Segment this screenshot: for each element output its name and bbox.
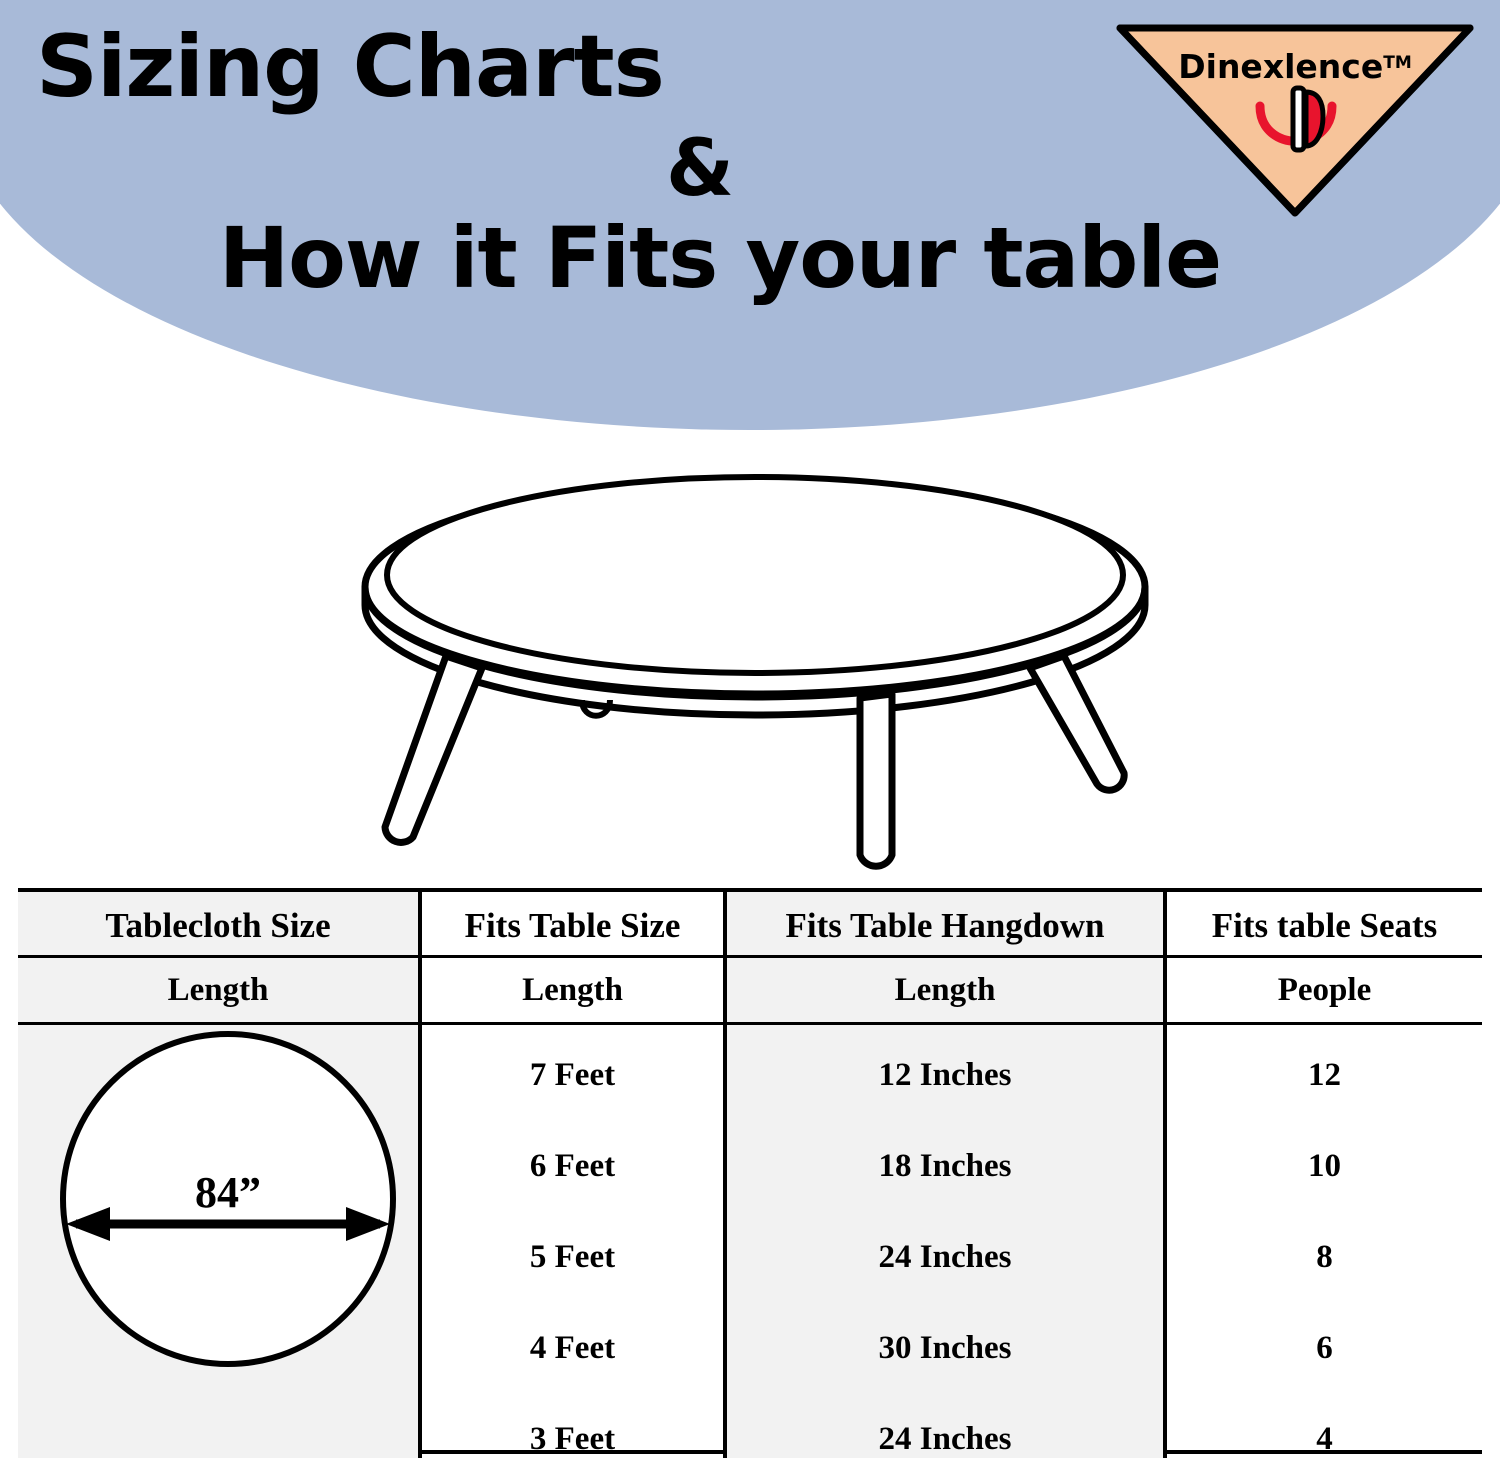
column-header-fits-table-hangdown: Fits Table Hangdown xyxy=(785,906,1105,945)
logo-knife-icon xyxy=(1293,88,1304,150)
subheader-seats-people: People xyxy=(1277,972,1372,1008)
table-row-1-hangdown: 12 Inches xyxy=(878,1057,1012,1093)
table-row-2-hangdown: 18 Inches xyxy=(878,1148,1012,1184)
sizing-chart-table xyxy=(18,888,1482,1457)
column-header-fits-table-seats: Fits table Seats xyxy=(1211,906,1438,945)
table-row-1-seats: 12 xyxy=(1308,1057,1341,1093)
column-header-tablecloth-size: Tablecloth Size xyxy=(105,906,331,945)
tablecloth-diameter-diagram xyxy=(58,1017,398,1382)
header-divider xyxy=(18,955,1482,958)
logo-brand-text: Dinexlence™ xyxy=(1178,47,1412,86)
column-header-fits-table-size: Fits Table Size xyxy=(464,906,681,945)
diameter-label: 84” xyxy=(195,1168,261,1217)
subheader-table-length: Length xyxy=(522,972,623,1008)
table-row-3-hangdown: 24 Inches xyxy=(878,1239,1012,1275)
table-row-5-fits-table-size: 3 Feet xyxy=(529,1421,616,1457)
table-row-2-seats: 10 xyxy=(1308,1148,1341,1184)
table-row-5-hangdown: 24 Inches xyxy=(878,1421,1012,1457)
round-table-illustration xyxy=(340,455,1170,875)
table-row-1-fits-table-size: 7 Feet xyxy=(529,1057,616,1093)
table-row-3-seats: 8 xyxy=(1316,1239,1333,1275)
table-row-2-fits-table-size: 6 Feet xyxy=(529,1148,616,1184)
page-title-line-1: Sizing Charts xyxy=(36,17,664,117)
table-row-5-seats: 4 xyxy=(1316,1421,1333,1457)
table-row-4-fits-table-size: 4 Feet xyxy=(529,1330,616,1366)
dinexlence-logo xyxy=(1110,18,1480,218)
page-title-line-2: How it Fits your table xyxy=(218,209,1222,308)
table-row-3-fits-table-size: 5 Feet xyxy=(529,1239,616,1275)
page-title-ampersand: & xyxy=(665,124,735,215)
subheader-hangdown-length: Length xyxy=(894,972,996,1008)
table-row-4-seats: 6 xyxy=(1316,1330,1333,1366)
logo-spoon-icon xyxy=(1306,92,1323,146)
subheader-tablecloth-length: Length xyxy=(167,972,269,1008)
table-row-4-hangdown: 30 Inches xyxy=(878,1330,1012,1366)
